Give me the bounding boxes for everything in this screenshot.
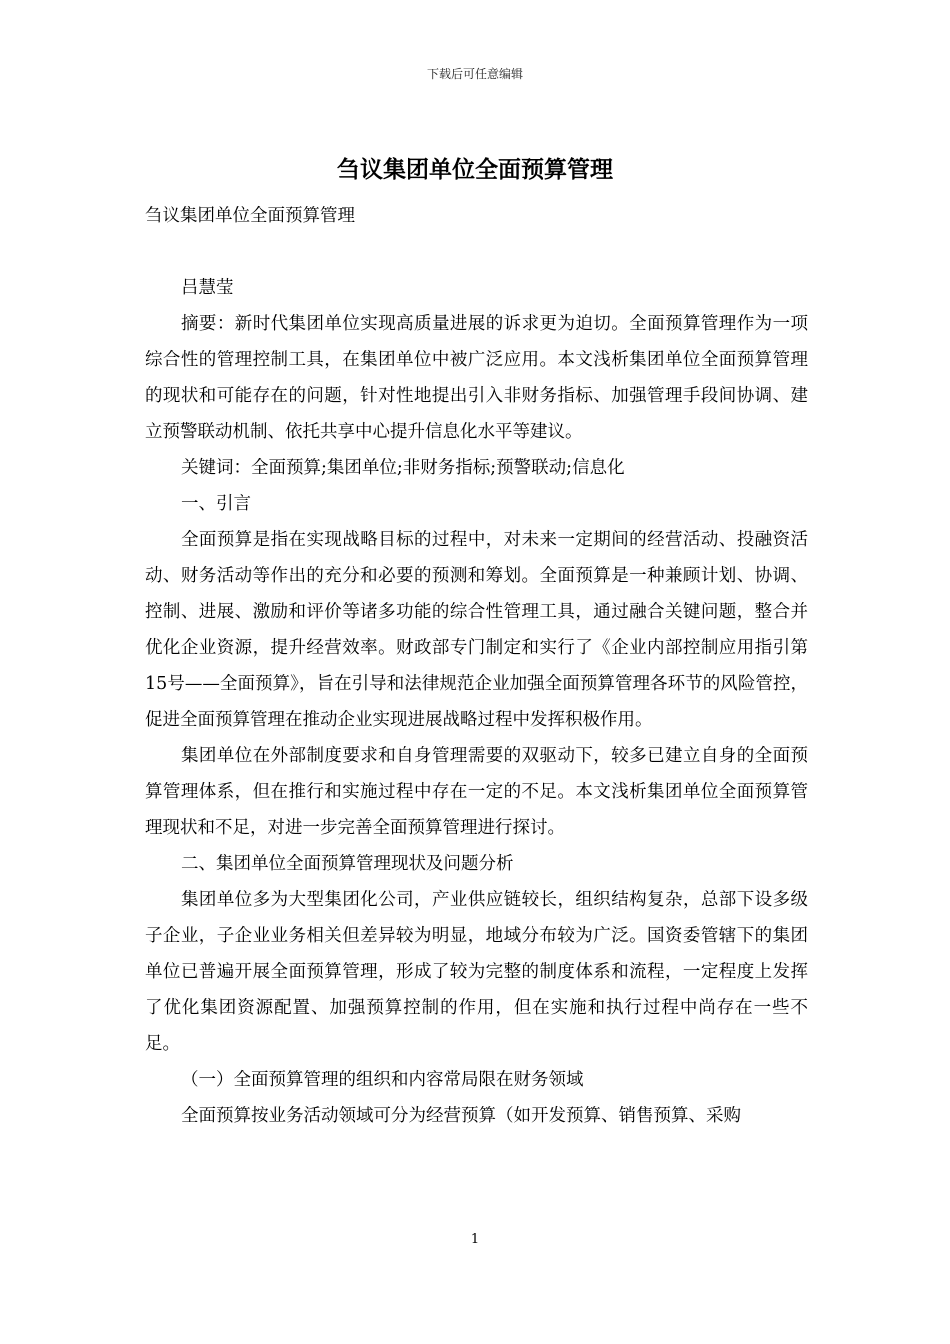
body-paragraph: 集团单位在外部制度要求和自身管理需要的双驱动下，较多已建立自身的全面预算管理体系，但在推行和实施过程中存在一定的不足。本文浅析集团单位全面预算管理现状和不足，对进一步完善全面预算管理进行探讨。	[145, 746, 808, 838]
abstract-paragraph: 摘要：新时代集团单位实现高质量进展的诉求更为迫切。全面预算管理作为一项综合性的管理控制工具，在集团单位中被广泛应用。本文浅析集团单位全面预算管理的现状和可能存在的问题，针对性地提出引入非财务指标、加强管理手段间协调、建立预警联动机制、依托共享中心提升信息化水平等建议。	[145, 314, 808, 442]
blank-line	[145, 234, 808, 270]
section-heading-analysis: 二、集团单位全面预算管理现状及问题分析	[181, 854, 514, 874]
page-number: 1	[470, 1232, 480, 1247]
subtitle-line: 刍议集团单位全面预算管理	[145, 206, 355, 226]
section-heading-introduction: 一、引言	[181, 494, 251, 514]
author-name: 吕慧莹	[181, 278, 234, 298]
document-title: 刍议集团单位全面预算管理	[337, 157, 613, 183]
body-paragraph: 集团单位多为大型集团化公司，产业供应链较长，组织结构复杂，总部下设多级子企业，子企业业务相关但差异较为明显，地域分布较为广泛。国资委管辖下的集团单位已普遍开展全面预算管理，形成了较为完整的制度体系和流程，一定程度上发挥了优化集团资源配置、加强预算控制的作用，但在实施和执行过程中尚存在一些不足。	[145, 890, 808, 1054]
page-header: 下载后可任意编辑	[426, 67, 523, 81]
body-paragraph: 全面预算是指在实现战略目标的过程中，对未来一定期间的经营活动、投融资活动、财务活动等作出的充分和必要的预测和筹划。全面预算是一种兼顾计划、协调、控制、进展、激励和评价等诸多功能的综合性管理工具，通过融合关键问题，整合并优化企业资源，提升经营效率。财政部专门制定和实行了《企业内部控制应用指引第15号——全面预算》，旨在引导和法律规范企业加强全面预算管理各环节的风险管控，促进全面预算管理在推动企业实现进展战略过程中发挥积极作用。	[145, 530, 808, 730]
body-paragraph: 全面预算按业务活动领域可分为经营预算（如开发预算、销售预算、采购	[181, 1106, 741, 1126]
subsection-heading: （一）全面预算管理的组织和内容常局限在财务领域	[181, 1070, 584, 1090]
keywords-line: 关键词：全面预算;集团单位;非财务指标;预警联动;信息化	[181, 458, 625, 478]
document-body	[145, 198, 808, 1134]
